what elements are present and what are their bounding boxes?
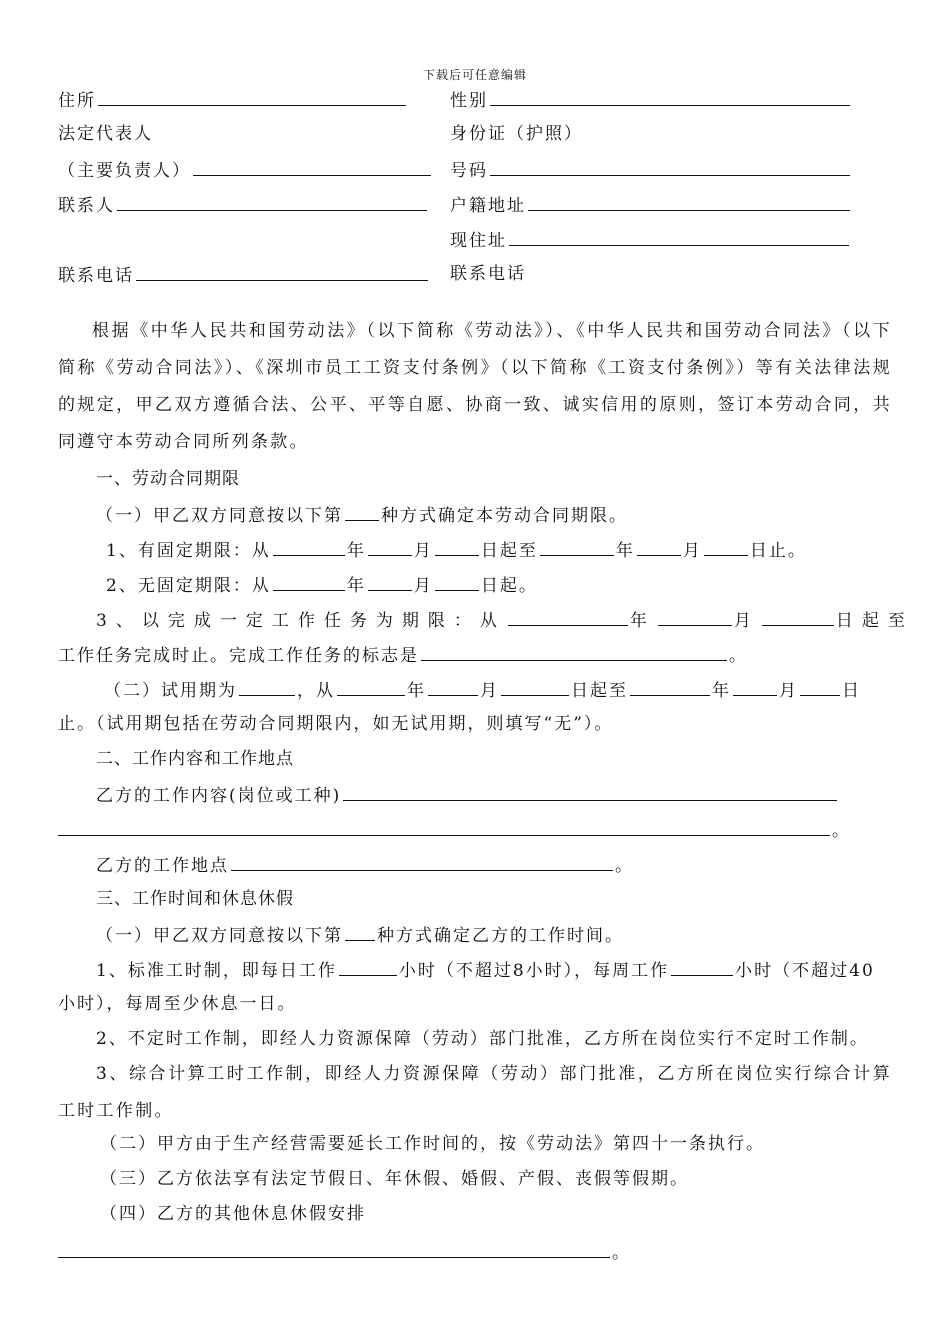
section-3-title: 三、工作时间和休息休假 (96, 889, 294, 909)
s1-p2-text-h: 日 (842, 681, 861, 701)
s3-option-1 (96, 958, 875, 982)
s1-o3-text-e: 工作任务完成时止。完成工作任务的标志是 (58, 646, 419, 666)
party-a-address-label: 住所 (58, 91, 96, 111)
party-b-number-row (450, 158, 852, 182)
s3-p4: （四）乙方的其他休息休假安排 (100, 1204, 366, 1224)
s1-o2-blank-2[interactable] (368, 573, 412, 591)
s1-o3-blank-2[interactable] (658, 608, 732, 626)
s1-option-2 (106, 573, 538, 597)
s3-option-3: 3、综合计算工时工作制，即经人力资源保障（劳动）部门批准，乙方所在岗位实行综合计算工时工作制。 (58, 1064, 892, 1121)
s2-place-row (96, 853, 634, 877)
s1-p2-text-e: 日起至 (571, 681, 628, 701)
s3-o1-text-b: 小时（不超过8小时），每周工作 (398, 961, 670, 981)
s3-o1-blank-2[interactable] (671, 958, 733, 976)
s1-o1-text-f: 月 (682, 541, 702, 561)
s1-p2-blank-1[interactable] (239, 678, 295, 696)
s1-o3-text-f: 。 (729, 646, 748, 666)
s3-p1 (96, 923, 624, 947)
party-a-contact-blank[interactable] (117, 193, 427, 211)
s1-o3-blank-1[interactable] (508, 608, 628, 626)
s1-o1-blank-2[interactable] (368, 538, 412, 556)
s3-p1-text-a: （一）甲乙双方同意按以下第 (96, 926, 343, 946)
s1-p2-blank-7[interactable] (800, 678, 840, 696)
s1-p2-text-a: （二）试用期为 (104, 681, 237, 701)
s1-p2-text-g: 月 (779, 681, 798, 701)
s1-o3-text-d: 日起至 (835, 611, 914, 631)
section-2-title: 二、工作内容和工作地点 (96, 749, 294, 769)
s1-o3-blank-3[interactable] (762, 608, 834, 626)
page-header: 下载后可任意编辑 (422, 68, 527, 82)
s1-p2-text-b: ，从 (297, 681, 335, 701)
intro-paragraph: 根据《中华人民共和国劳动法》（以下简称《劳动法》）、《中华人民共和国劳动合同法》（以下简称《劳动合同法》）、《深圳市员工工资支付条例》（以下简称《工资支付条例》）等有关法律法规的规定，甲乙双方遵循合法、公平、平等自愿、协商一致、诚实信用的原则，签订本劳动合同，共同遵守本劳动合同所列条款。 (58, 321, 892, 452)
party-b-gender-blank[interactable] (490, 88, 850, 106)
party-a-phone-row (58, 263, 430, 287)
s3-o1-text-c: 小时（不超过40 (735, 961, 875, 981)
s1-o1-text-a: 1、有固定期限：从 (106, 541, 271, 561)
s1-p2-text-c: 年 (407, 681, 426, 701)
s1-p1-text-b: 种方式确定本劳动合同期限。 (381, 506, 628, 526)
s3-p3: （三）乙方依法享有法定节假日、年休假、婚假、产假、丧假等假期。 (100, 1169, 689, 1189)
party-a-phone-blank[interactable] (136, 263, 428, 281)
party-b-gender-label: 性别 (450, 91, 488, 111)
party-a-principal-blank[interactable] (193, 158, 431, 176)
s3-p4-blank[interactable] (58, 1240, 610, 1258)
s2-content-row (96, 783, 839, 807)
party-b-number-blank[interactable] (490, 158, 850, 176)
s1-o3-text-b: 年 (629, 611, 656, 631)
s3-p4-blank-row (58, 1240, 631, 1264)
s3-option-2: 2、不定时工作制，即经人力资源保障（劳动）部门批准，乙方所在岗位实行不定时工作制。 (96, 1029, 869, 1049)
s1-o1-blank-3[interactable] (435, 538, 479, 556)
party-b-current-address-blank[interactable] (509, 228, 849, 246)
s1-p1 (96, 503, 628, 527)
s1-o3-blank-4[interactable] (421, 643, 727, 661)
s3-option-1-cont: 小时），每周至少休息一日。 (58, 994, 297, 1014)
s1-o2-text-d: 日起。 (480, 576, 538, 596)
party-b-number-label: 号码 (450, 161, 488, 181)
s2-place-label: 乙方的工作地点 (96, 856, 229, 876)
party-a-contact-row (58, 193, 429, 217)
s1-o2-text-b: 年 (346, 576, 366, 596)
party-b-hukou-label: 户籍地址 (450, 196, 526, 216)
s1-o1-blank-1[interactable] (273, 538, 345, 556)
party-a-principal-label: （主要负责人） (58, 161, 191, 181)
s1-o1-blank-5[interactable] (637, 538, 681, 556)
s1-o2-blank-1[interactable] (273, 573, 345, 591)
s2-place-blank[interactable] (231, 853, 613, 871)
party-b-current-address-row (450, 228, 851, 252)
s1-o1-blank-4[interactable] (540, 538, 614, 556)
s1-option-3-cont (58, 643, 748, 667)
party-b-gender-row (450, 88, 852, 112)
s3-p4-period: 。 (612, 1243, 631, 1263)
s1-p2-blank-6[interactable] (733, 678, 777, 696)
s1-p2-blank-3[interactable] (428, 678, 478, 696)
party-b-id-label: 身份证（护照） (450, 124, 583, 144)
s1-p1-blank[interactable] (345, 503, 379, 521)
s3-o1-blank-1[interactable] (339, 958, 397, 976)
s1-p2-blank-2[interactable] (337, 678, 405, 696)
party-b-hukou-row (450, 193, 852, 217)
s2-place-period: 。 (615, 856, 634, 876)
s1-o1-blank-6[interactable] (704, 538, 748, 556)
s3-p1-text-b: 种方式确定乙方的工作时间。 (377, 926, 624, 946)
s1-option-1 (106, 538, 807, 562)
s1-o3-text-c: 月 (733, 611, 760, 631)
s1-o2-blank-3[interactable] (435, 573, 479, 591)
s1-o1-text-g: 日止。 (749, 541, 807, 561)
party-a-contact-label: 联系人 (58, 196, 115, 216)
s1-option-3 (96, 608, 914, 632)
party-b-phone-label: 联系电话 (450, 264, 526, 284)
s2-content-blank-2[interactable] (58, 818, 830, 836)
party-a-phone-label: 联系电话 (58, 266, 134, 286)
s1-o2-text-a: 2、无固定期限：从 (106, 576, 271, 596)
s1-p2-blank-5[interactable] (630, 678, 710, 696)
section-1-title: 一、劳动合同期限 (96, 469, 240, 489)
s1-p1-text-a: （一）甲乙双方同意按以下第 (96, 506, 343, 526)
s1-p2-text-f: 年 (712, 681, 731, 701)
s1-o1-text-c: 月 (413, 541, 433, 561)
s3-p2: （二）甲方由于生产经营需要延长工作时间的，按《劳动法》第四十一条执行。 (100, 1134, 765, 1154)
s1-o1-text-b: 年 (346, 541, 366, 561)
s1-o3-text-a: 3、以完成一定工作任务为期限：从 (96, 611, 506, 631)
s2-content-blank[interactable] (343, 783, 837, 801)
s2-content-period: 。 (832, 821, 851, 841)
s2-content-row-2 (58, 818, 851, 842)
s3-p1-blank[interactable] (345, 923, 375, 941)
party-b-hukou-blank[interactable] (528, 193, 850, 211)
s1-o2-text-c: 月 (413, 576, 433, 596)
party-a-legal-rep-label: 法定代表人 (58, 124, 153, 144)
s2-content-label: 乙方的工作内容(岗位或工种) (96, 786, 342, 806)
s1-p2 (104, 678, 861, 702)
party-a-address-blank[interactable] (98, 88, 406, 106)
s1-p2-cont: 止。（试用期包括在劳动合同期限内，如无试用期，则填写“无”）。 (58, 714, 614, 734)
s1-p2-text-d: 月 (480, 681, 499, 701)
s1-o1-text-d: 日起至 (480, 541, 538, 561)
party-a-principal-row (58, 158, 433, 182)
party-b-current-address-label: 现住址 (450, 231, 507, 251)
s3-o1-text-a: 1、标准工时制，即每日工作 (96, 961, 337, 981)
s1-o1-text-e: 年 (615, 541, 635, 561)
party-a-address-row (58, 88, 408, 112)
s1-p2-blank-4[interactable] (501, 678, 569, 696)
